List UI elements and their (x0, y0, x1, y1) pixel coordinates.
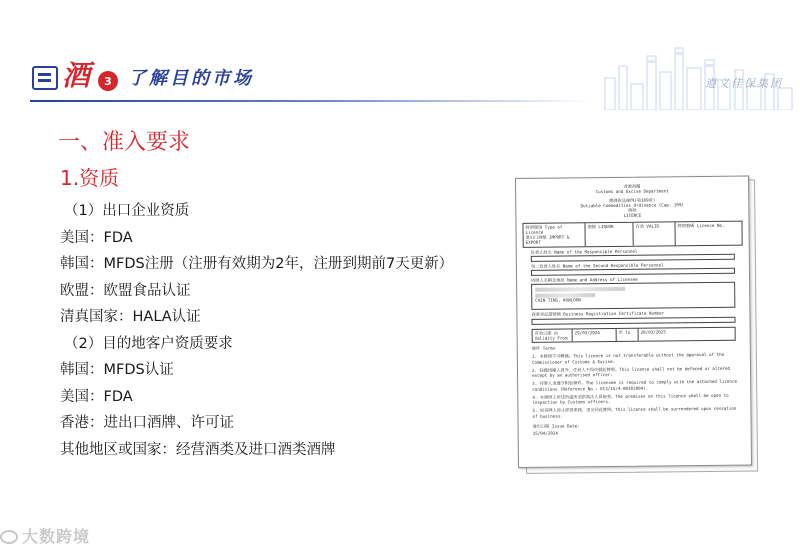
section-heading: 一、准入要求 (58, 130, 191, 155)
list-item: 美国：FDA (60, 229, 133, 246)
cert-valid-from: 29/03/2024 (573, 328, 617, 341)
cert-dept-en: Customs and Excise Department (595, 188, 669, 195)
list-item: 美国：FDA (60, 388, 133, 405)
city-skyline-decoration (585, 38, 800, 110)
certificate-sheet (515, 176, 752, 468)
list-item: 欧盟：欧盟食品认证 (60, 282, 191, 299)
cert-term: 5. 如持牌人停止經營業務，須交回此牌照。This licence shall be surrendered upon cessation of business. (532, 405, 737, 419)
list-item: 韩国：MFDS认证 (60, 362, 174, 378)
cert-issue-date: 15/04/2024 (532, 430, 558, 436)
section-subheading: 1.资质 (60, 166, 120, 190)
list-item: （1）出口企业资质 (64, 203, 190, 219)
header-title: 了解目的市场 (128, 68, 254, 89)
logo-character: 酒 (62, 59, 91, 92)
cert-licensee-name: CHIN TING, KOWLOON (535, 297, 581, 303)
cert-resp2-field (531, 268, 735, 276)
cert-title-en: Dutiable Commodities Ordinance (Cap. 109) (580, 201, 685, 209)
list-item: 清真国家：HALA认证 (60, 309, 201, 325)
watermark-logo-icon (0, 530, 18, 544)
cert-status: 有效 VALID (633, 222, 675, 245)
header-divider (30, 100, 590, 102)
cert-type-table (522, 220, 742, 247)
cert-label-en: LICENCE (623, 212, 642, 219)
list-item: 其他地区或国家：经营酒类及进口酒类酒牌 (60, 441, 336, 458)
cert-brc-field (531, 316, 735, 324)
cert-licensee-field (531, 282, 735, 310)
cert-brc-label: 商業登記證號碼 Business Registration Certificate Number (531, 310, 665, 318)
cert-resp2-label: 第二負責人姓名 Name of the Second Responsible Personnel (530, 262, 664, 269)
cert-licensee-label: 持牌人名稱及地址 Name and Address of Licensee (531, 276, 638, 283)
cert-resp1-label: 負責人姓名 Name of the Responsible Personnel (530, 248, 638, 255)
cert-term: 3. 持牌人須遵守附加條件。The licensee is required to comply with the attached licence conditions (Reference No.: EC2/15/4-00102004). (532, 378, 738, 392)
cert-term: 4. 本牌照上所述的處所須供執法人員檢查。The premises on this licence shall be open to inspection by Customs officers. (532, 392, 729, 405)
cert-issue-label: 發出日期 Issue Date: (532, 423, 580, 429)
cert-title-cn: 應課稅品條例(第109章) (609, 197, 656, 203)
cert-resp1-field (531, 253, 735, 261)
cert-licence-no-label: 牌照號碼 Licence No. (677, 222, 725, 228)
list-item: （2）目的地客户资质要求 (64, 335, 233, 352)
cert-label-cn: 牌照 (628, 207, 637, 213)
redacted-text (535, 287, 625, 292)
watermark-text: 大数跨境 (22, 527, 91, 546)
cert-dept-cn: 香港海關 (623, 183, 641, 189)
cert-terms-label: 條件 Terms (531, 345, 556, 351)
cert-valid-to-label: 至 To (617, 328, 639, 341)
cert-category: 酒類 LIQUOR (585, 222, 633, 246)
cert-type-value: 進出口酒類 IMPORT & EXPORT (525, 234, 570, 246)
list-item: 韩国：MFDS注册（注册有效期为2年，注册到期前7天更新） (60, 256, 454, 272)
watermark (0, 524, 90, 547)
list-item: 香港：进出口酒牌、许可证 (60, 415, 234, 431)
licence-certificate-image (515, 175, 760, 474)
cert-term: 2. 除獲授權人員外，任何人不得改動此牌照。This licence shall not be defaced or altered except by an authorised officer. (531, 365, 731, 378)
logo-icon (32, 66, 58, 90)
cert-validity-table (532, 326, 736, 343)
cert-type-label: 牌照類別 Type of Licence (525, 224, 563, 235)
brand-name: 遵义佳保集团 (705, 77, 783, 90)
requirements-list (60, 198, 453, 463)
cert-term: 1. 本牌照不可轉讓。This licence is not transferable without the approval of the Commissioner of Customs & Excise. (531, 352, 725, 365)
cert-valid-to: 28/03/2025 (640, 328, 666, 335)
cert-validity-label: 有效日期 由 Validity From (533, 329, 573, 342)
section-number-badge: 3 (98, 71, 118, 91)
